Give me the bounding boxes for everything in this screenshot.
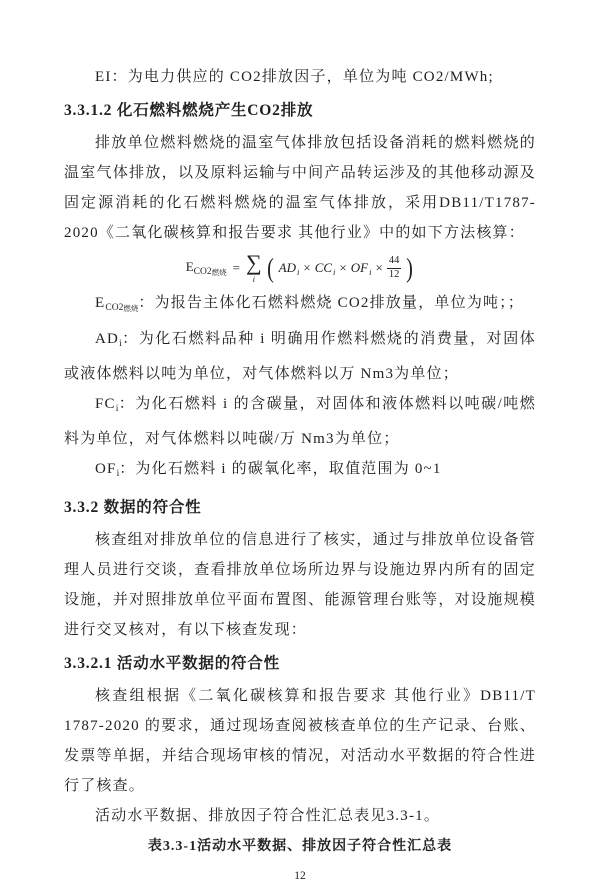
var-ad: AD — [278, 259, 296, 275]
multiply-sign-1: × — [303, 260, 311, 275]
definition-text: ：为化石燃料品种 i 明确用作燃料燃烧的消费量，对固体或液体燃料以吨为单位，对气体燃料以万 Nm3为单位； — [64, 331, 536, 382]
open-paren: ( — [266, 252, 274, 283]
definition-e-co2 — [64, 288, 536, 324]
var-cc: CC — [314, 259, 333, 275]
formula-terms — [279, 260, 383, 277]
term-base: FC — [95, 396, 116, 412]
sigma-symbol: ∑ — [245, 249, 262, 275]
definition-text: ：为报告主体化石燃料燃烧 CO2排放量，单位为吨；； — [138, 295, 525, 311]
term-subscript: i — [115, 404, 119, 414]
definition-text: ：为化石燃料 i 的含碳量，对固体和液体燃料以吨碳/吨燃料为单位，对气体燃料以吨碳/万 Nm3为单位； — [64, 396, 536, 447]
fraction-denominator: 12 — [388, 268, 400, 280]
definition-term-fc — [95, 396, 118, 412]
definition-fc — [64, 389, 536, 454]
equals-sign: = — [232, 260, 240, 275]
formula-lhs-subscript: CO2 — [193, 266, 212, 277]
heading-activity-data-conformity: 3.3.2.1 活动水平数据的符合性 — [64, 655, 280, 672]
paragraph-activity-check: 核查组根据《二氧化碳核算和报告要求 其他行业》DB11/T 1787-2020 的要求，通过现场查阅被核查单位的生产记录、台账、发票等单据，并结合现场审核的情况，对活动水平数据的符合性进行了核查。 — [64, 688, 536, 794]
definition-text: ：为化石燃料 i 的碳氧化率，取值范围为 0~1 — [119, 461, 442, 477]
formula-lhs-subsubscript: 燃烧 — [211, 267, 227, 277]
close-paren: ) — [406, 252, 414, 283]
formula-co2-combustion — [64, 249, 536, 287]
paragraph-ei-definition: EI：为电力供应的 CO2排放因子，单位为吨 CO2/MWh; — [95, 69, 494, 85]
term-subscript: i — [116, 469, 120, 479]
definition-term-ad — [95, 331, 122, 347]
fraction-44-12 — [387, 255, 402, 280]
paragraph-fossil-intro: 排放单位燃料燃烧的温室气体排放包括设备消耗的燃料燃烧的温室气体排放，以及原料运输与中间产品转运涉及的其他移动源及固定源消耗的化石燃料燃烧的温室气体排放，采用DB11/T1787-2020《二氧化碳核算和报告要求 其他行业》中的如下方法核算： — [64, 135, 536, 241]
multiply-sign-2: × — [339, 260, 347, 275]
summation — [245, 249, 262, 284]
definition-term-e — [95, 295, 138, 311]
definition-term-of — [95, 461, 119, 477]
definition-of — [64, 454, 536, 489]
term-of — [351, 260, 372, 277]
multiply-sign-3: × — [375, 260, 383, 275]
term-subscript: CO2 — [105, 303, 124, 313]
paragraph-verification-findings: 核查组对排放单位的信息进行了核实，通过与排放单位设备管理人员进行交谈，查看排放单位场所边界与设施边界内所有的固定设施，并对照排放单位平面布置图、能源管理台账等，对设施规模进行交叉核对，有以下核查发现： — [64, 532, 536, 638]
var-cc-subscript: i — [333, 266, 336, 277]
definition-ad — [64, 324, 536, 389]
term-ad — [279, 260, 300, 277]
formula-lhs — [186, 259, 227, 278]
table-caption: 表3.3-1活动水平数据、排放因子符合性汇总表 — [147, 839, 453, 854]
var-of-subscript: i — [369, 266, 372, 277]
fraction-numerator: 44 — [387, 255, 402, 268]
var-ad-subscript: i — [296, 266, 300, 277]
heading-fossil-fuel-co2: 3.3.1.2 化石燃料燃烧产生CO2排放 — [64, 102, 314, 119]
term-base: AD — [95, 331, 120, 347]
page-number: 12 — [294, 870, 306, 882]
var-of: OF — [350, 259, 369, 275]
term-base: OF — [95, 461, 117, 477]
paragraph-table-reference: 活动水平数据、排放因子符合性汇总表见3.3-1。 — [95, 808, 441, 824]
formula-lhs-base: E — [185, 258, 194, 274]
term-base: E — [95, 295, 106, 311]
term-subscript: i — [119, 339, 122, 349]
term-subsubscript: 燃烧 — [123, 304, 139, 313]
heading-data-conformity: 3.3.2 数据的符合性 — [64, 499, 202, 516]
term-cc — [315, 260, 336, 277]
sigma-index: i — [252, 273, 255, 284]
